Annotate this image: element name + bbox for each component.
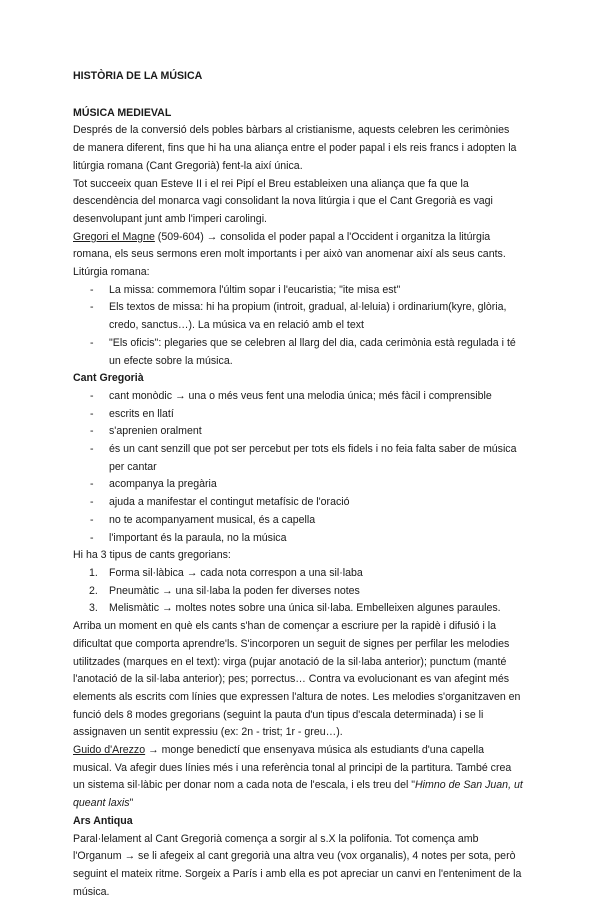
- gregori-text: (509-604) → consolida el poder papal a l'Occident i organitza la litúrgia romana, els seus sermons eren molt importants i per això van anomenar així als seus cants.: [73, 230, 506, 261]
- list-item: - cant monòdic → una o més veus fent una melodia única; més fàcil i comprensible: [73, 388, 523, 406]
- paragraph-conversion: Després de la conversió dels pobles bàrbars al cristianisme, aquests celebren les cerimònies de manera diferent, fins que hi ha una aliança entre el poder papal i els reis francs i adopten la litúrgia romana (Cant Gregorià) fent-la així única.: [73, 124, 517, 172]
- guido-name: Guido d'Arezzo: [73, 744, 146, 757]
- tipus-label: Hi ha 3 tipus de cants gregorians:: [73, 549, 231, 562]
- list-number: 2.: [89, 584, 98, 597]
- list-item: - La missa: commemora l'últim sopar i l'eucaristia; "ite misa est": [73, 282, 523, 300]
- hymn-title: Himno de San Juan, ut queant laxis: [73, 779, 523, 810]
- list-number: 1.: [89, 566, 98, 579]
- list-item-text: Forma sil·làbica → cada nota correspon a una sil·laba: [109, 566, 363, 579]
- list-item: - escrits en llatí: [73, 406, 523, 424]
- list-item: - no te acompanyament musical, és a capella: [73, 512, 523, 530]
- guido-text: → monge benedictí que ensenyava música als estudiants d'una capella musical. Va afegir dues línies més i una referència tonal al principi de la partitura. També crea un sistema sil·làbic per donar nom a cada nota de l'escala, i els treu del ": [73, 744, 512, 792]
- section-heading-medieval: MÚSICA MEDIEVAL: [73, 106, 172, 119]
- paragraph-gregori: [73, 229, 523, 264]
- list-item: [73, 565, 523, 583]
- list-item: - l'important és la paraula, no la música: [73, 530, 523, 548]
- liturgia-label: Litúrgia romana:: [73, 266, 150, 279]
- list-item: [73, 600, 523, 618]
- list-item: - ajuda a manifestar el contingut metafísic de l'oració: [73, 494, 523, 512]
- liturgia-list: [73, 282, 523, 371]
- paragraph-alliance: Tot succeeix quan Esteve II i el rei Pipí el Breu estableixen una aliança que fa que la descendència del monarca vagi consolidant la nova litúrgia i que el Cant Gregorià es vagi desenvolupant junt amb l'imperi carolingi.: [73, 177, 493, 225]
- section-heading-ars-antiqua: Ars Antiqua: [73, 814, 133, 827]
- tipus-list: [73, 565, 523, 618]
- cant-list: [73, 388, 523, 547]
- paragraph-guido: [73, 742, 523, 813]
- list-item: - acompanya la pregària: [73, 476, 523, 494]
- list-item: - Els textos de missa: hi ha propium (introit, gradual, al·leluia) i ordinarium(kyre, glòria, credo, sanctus…). La música va en relació amb el text: [73, 299, 523, 334]
- gregori-name: Gregori el Magne: [73, 230, 155, 243]
- section-heading-cant: Cant Gregorià: [73, 372, 144, 385]
- list-item-text: Pneumàtic → una sil·laba la poden fer diverses notes: [109, 584, 360, 597]
- paragraph-polifonia: Paral·lelament al Cant Gregorià comença a sorgir al s.X la polifonia. Tot comença amb l'Organum → se li afegeix al cant gregorià una altra veu (vox organalis), 4 notes per sota, però seguint el mateix ritme. Sorgeix a París i amb ella es pot apreciar un canvi en l'enteniment de la música.: [73, 832, 522, 898]
- paragraph-notation: Arriba un moment en què els cants s'han de començar a escriure per la rapidè i difusió i la dificultat que comporta aprendre'ls. S'incorporen un seguit de signes per perfilar les melodies utilitzades (marques en el text): virga (pujar anotació de la sil·laba anterior); punctum (manté l'anotació de la sil·laba anterior); pes; porrectus… Contra va evolucionant es van afegint més elements als escrits com línies que expressen l'altura de notes. Les melodies s'organitzaven en funció dels 8 modes gregorians (seguint la pauta d'un tipus d'escala determinada) i se li assignaven un sentit expressiu (ex: 2n - trist; 1r - greu…).: [73, 620, 521, 739]
- list-item: - és un cant senzill que pot ser percebut per tots els fidels i no feia falta saber de música per cantar: [73, 441, 523, 476]
- document-title: HISTÒRIA DE LA MÚSICA: [73, 70, 203, 82]
- document-content: [73, 68, 523, 901]
- list-number: 3.: [89, 602, 98, 615]
- list-item: [73, 583, 523, 601]
- list-item: - "Els oficis": plegaries que se celebren al llarg del dia, cada cerimònia està regulada i té un efecte sobre la música.: [73, 335, 523, 370]
- guido-end: ": [129, 797, 134, 810]
- list-item: - s'aprenien oralment: [73, 423, 523, 441]
- list-item-text: Melismàtic → moltes notes sobre una única sil·laba. Embelleixen algunes paraules.: [109, 602, 501, 615]
